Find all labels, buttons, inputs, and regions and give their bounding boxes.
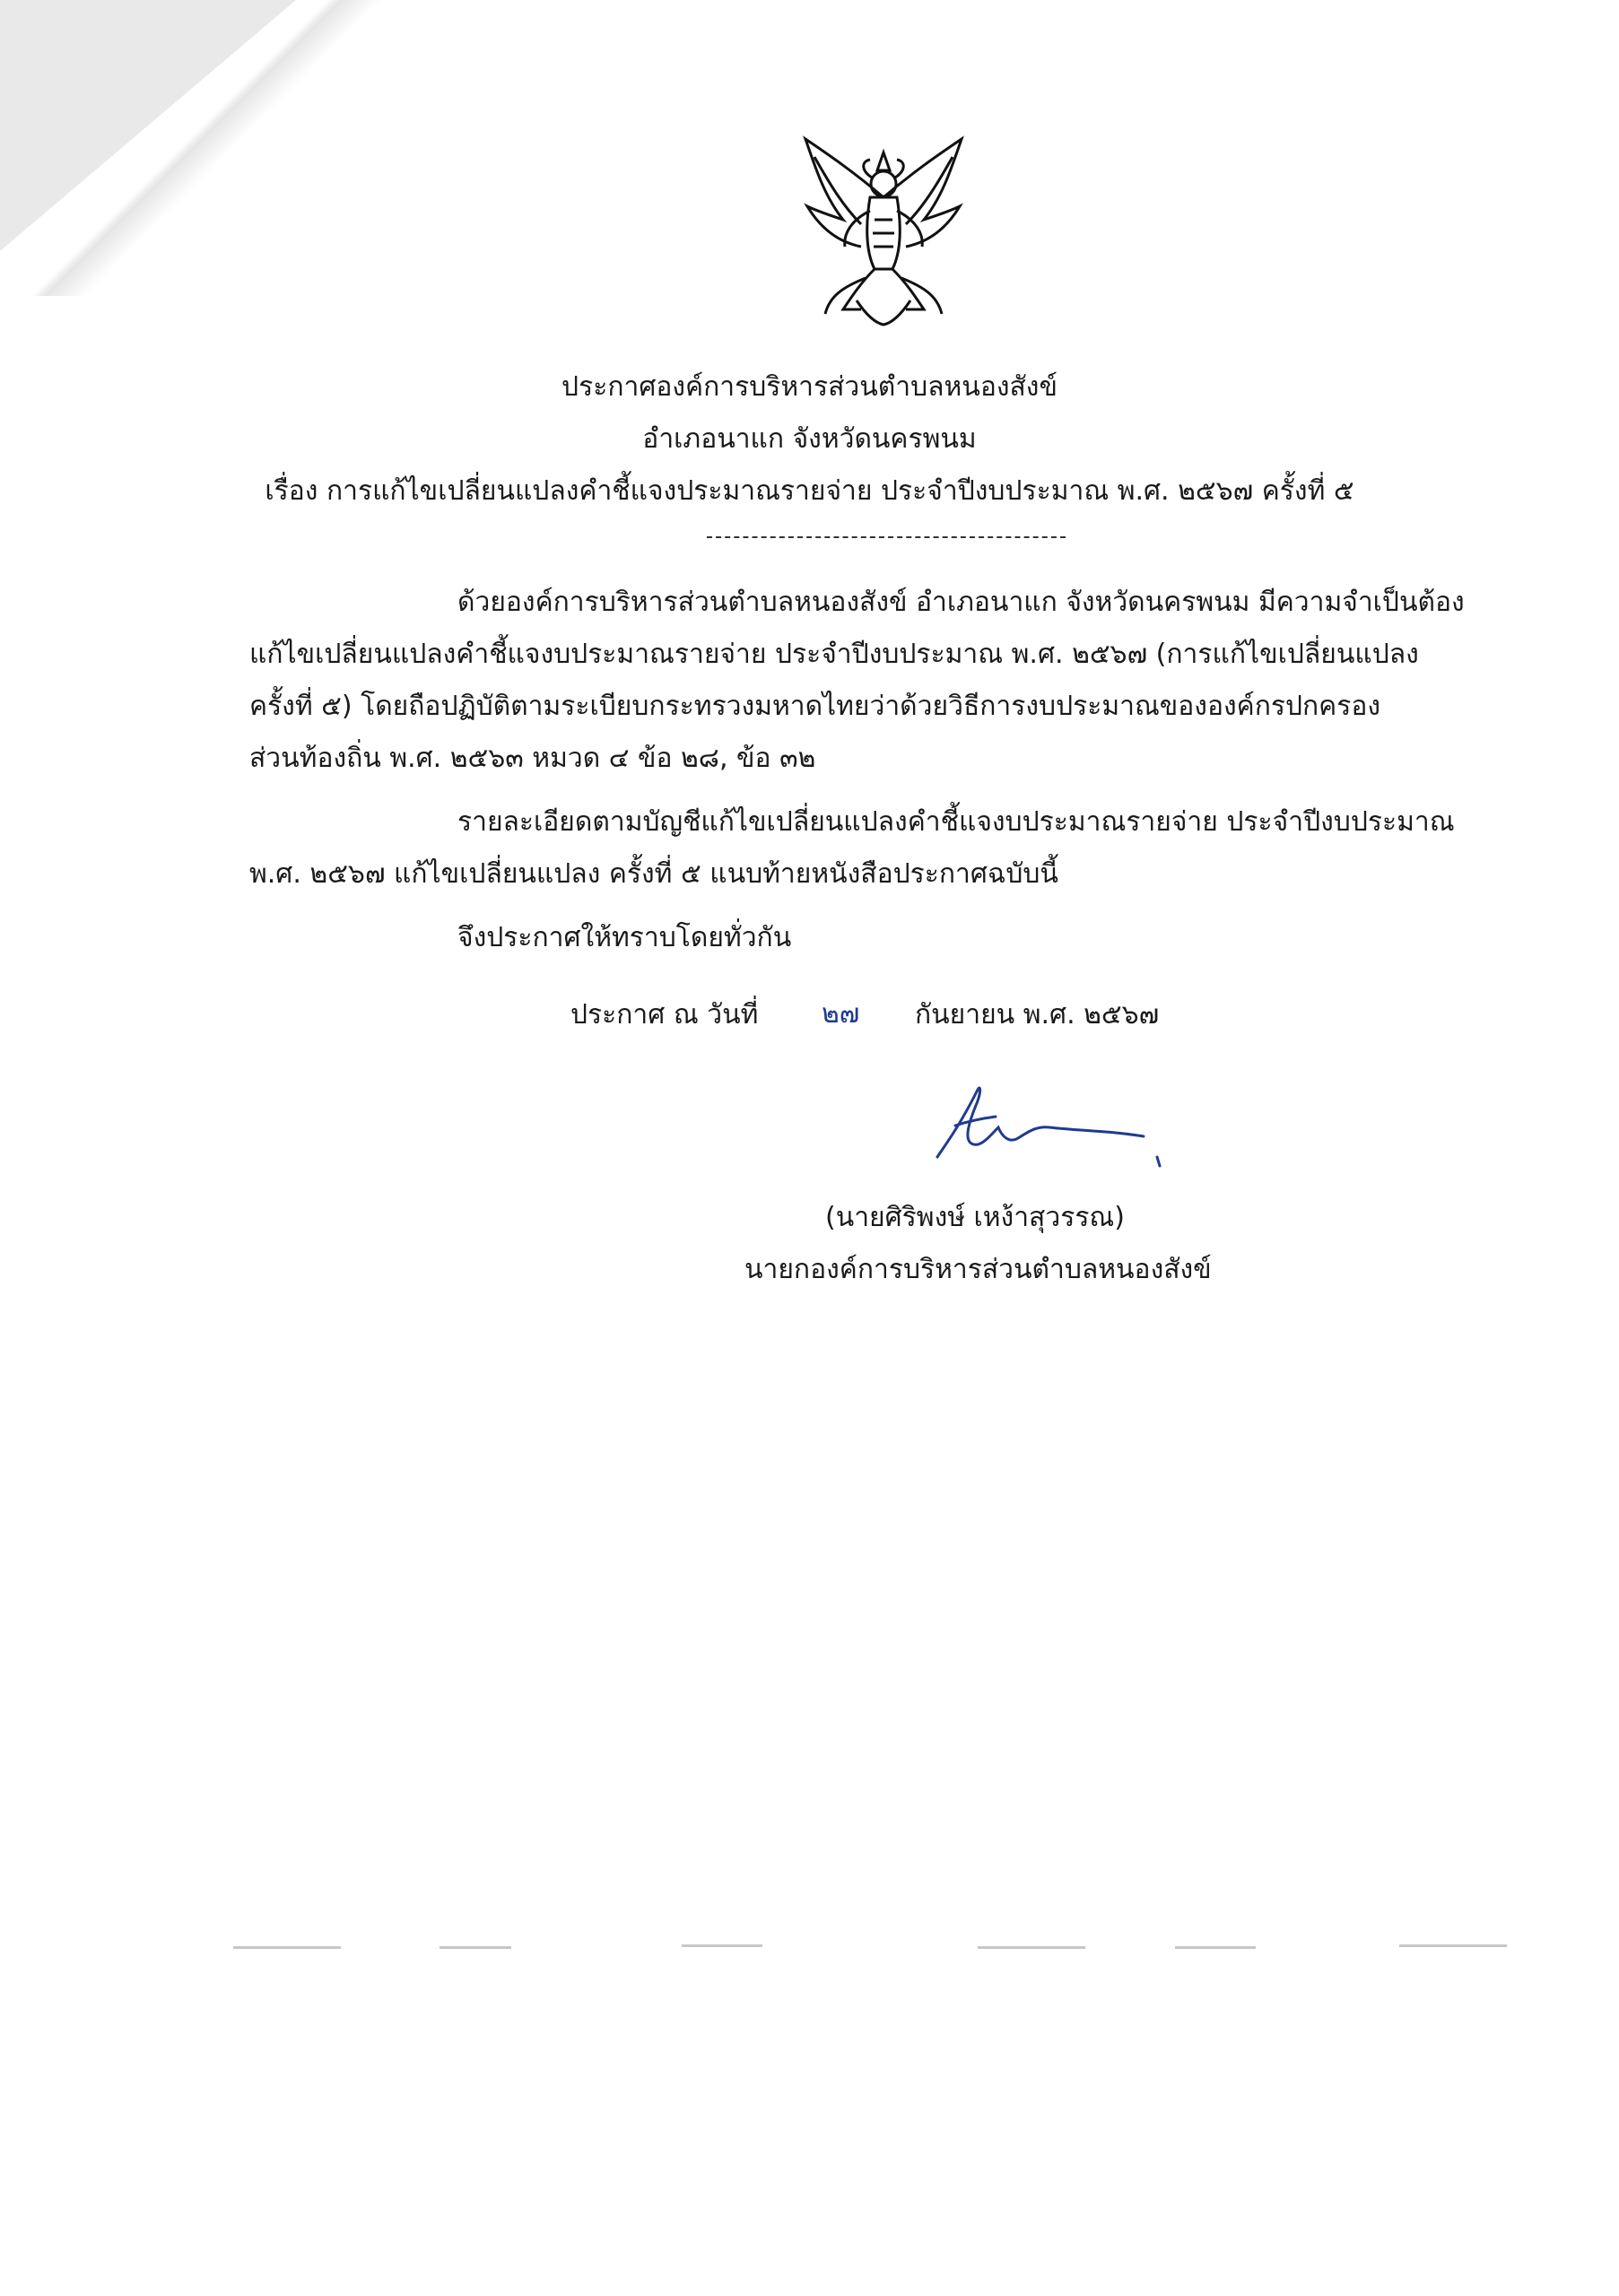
header-subject: เรื่อง การแก้ไขเปลี่ยนแปลงคำชี้แจงประมาณรายจ่าย ประจำปีงบประมาณ พ.ศ. ๒๕๖๗ ครั้งที่ ๕ <box>265 475 1354 507</box>
header-divider <box>707 536 1066 538</box>
paragraph-3: จึงประกาศให้ทราบโดยทั่วกัน <box>457 922 792 953</box>
signatory-name: (นายศิริพงษ์ เหง้าสุวรรณ) <box>825 1202 1125 1233</box>
folded-corner-shadow <box>0 0 386 296</box>
paragraph-1-line-3: ครั้งที่ ๕) โดยถือปฏิบัติตามระเบียบกระทรวงมหาดไทยว่าด้วยวิธีการงบประมาณขององค์กรปกครอง <box>249 691 1381 722</box>
scan-artifact <box>1175 1946 1256 1949</box>
garuda-emblem-icon <box>789 135 978 332</box>
paragraph-1-line-2: แก้ไขเปลี่ยนแปลงคำชี้แจงบประมาณรายจ่าย ประจำปีงบประมาณ พ.ศ. ๒๕๖๗ (การแก้ไขเปลี่ยนแปลง <box>249 639 1419 670</box>
date-prefix: ประกาศ ณ วันที่ <box>570 999 759 1031</box>
signature-icon <box>928 1072 1171 1170</box>
scan-artifact <box>978 1946 1085 1949</box>
paragraph-2-line-2: พ.ศ. ๒๕๖๗ แก้ไขเปลี่ยนแปลง ครั้งที่ ๕ แนบท้ายหนังสือประกาศฉบับนี้ <box>249 858 1058 890</box>
scan-artifact <box>233 1946 341 1949</box>
header-title: ประกาศองค์การบริหารส่วนตำบลหนองสังข์ <box>561 371 1058 403</box>
paragraph-1-line-1: ด้วยองค์การบริหารส่วนตำบลหนองสังข์ อำเภอนาแก จังหวัดนครพนม มีความจำเป็นต้อง <box>457 587 1465 618</box>
handwritten-day-text: ๒๗ <box>822 998 860 1030</box>
scan-artifact <box>682 1944 762 1947</box>
handwritten-day <box>816 996 901 1031</box>
scan-artifact <box>440 1946 511 1949</box>
date-suffix: กันยายน พ.ศ. ๒๕๖๗ <box>915 999 1160 1031</box>
paragraph-1-line-4: ส่วนท้องถิ่น พ.ศ. ๒๕๖๓ หมวด ๔ ข้อ ๒๘, ข้อ ๓๒ <box>249 743 816 774</box>
signatory-title: นายกองค์การบริหารส่วนตำบลหนองสังข์ <box>744 1254 1212 1285</box>
header-district: อำเภอนาแก จังหวัดนครพนม <box>642 423 977 455</box>
paragraph-2-line-1: รายละเอียดตามบัญชีแก้ไขเปลี่ยนแปลงคำชี้แจงบประมาณรายจ่าย ประจำปีงบประมาณ <box>457 806 1455 838</box>
scan-artifact <box>1399 1944 1507 1947</box>
